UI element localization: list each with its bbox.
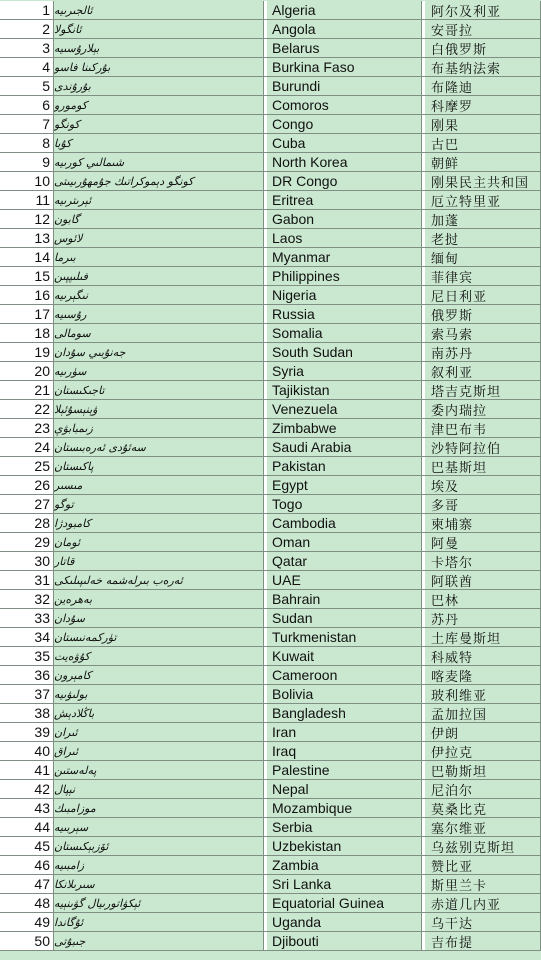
chinese-name-cell[interactable]: 俄罗斯 [425, 305, 541, 324]
english-name-cell[interactable]: Serbia [267, 818, 422, 837]
english-name-cell[interactable]: Equatorial Guinea [267, 894, 422, 913]
row-number-cell[interactable]: 40 [0, 742, 54, 761]
row-number-cell[interactable]: 1 [0, 1, 54, 20]
uyghur-name-cell[interactable]: توگو [54, 495, 264, 514]
chinese-name-cell[interactable]: 布基纳法索 [425, 58, 541, 77]
row-number-cell[interactable]: 27 [0, 495, 54, 514]
table-row [0, 913, 541, 932]
row-number-cell[interactable]: 24 [0, 438, 54, 457]
chinese-name-cell[interactable]: 安哥拉 [425, 20, 541, 39]
row-number-cell[interactable]: 14 [0, 248, 54, 267]
chinese-name-cell[interactable]: 委内瑞拉 [425, 400, 541, 419]
chinese-name-cell[interactable]: 乌兹别克斯坦 [425, 837, 541, 856]
table-row [0, 476, 541, 495]
row-number-cell[interactable]: 37 [0, 685, 54, 704]
english-name-cell[interactable]: Tajikistan [267, 381, 422, 400]
row-number-cell[interactable]: 30 [0, 552, 54, 571]
table-row [0, 609, 541, 628]
english-name-cell[interactable]: Russia [267, 305, 422, 324]
uyghur-name-cell[interactable]: قاتار [54, 552, 264, 571]
row-number-cell[interactable]: 46 [0, 856, 54, 875]
english-name-cell[interactable]: Nepal [267, 780, 422, 799]
row-number-cell[interactable]: 32 [0, 590, 54, 609]
row-number-cell[interactable]: 48 [0, 894, 54, 913]
table-row [0, 723, 541, 742]
chinese-name-cell[interactable]: 厄立特里亚 [425, 191, 541, 210]
uyghur-name-cell[interactable]: سومالى [54, 324, 264, 343]
chinese-name-cell[interactable]: 尼日利亚 [425, 286, 541, 305]
english-name-cell[interactable]: Syria [267, 362, 422, 381]
uyghur-name-cell[interactable]: تاجىكىستان [54, 381, 264, 400]
row-number-cell[interactable]: 25 [0, 457, 54, 476]
table-row [0, 1, 541, 20]
chinese-name-cell[interactable]: 乌干达 [425, 913, 541, 932]
english-name-cell[interactable]: Somalia [267, 324, 422, 343]
row-number-cell[interactable]: 2 [0, 20, 54, 39]
row-number-cell[interactable]: 33 [0, 609, 54, 628]
table-row [0, 932, 541, 951]
chinese-name-cell[interactable]: 苏丹 [425, 609, 541, 628]
row-number-cell[interactable]: 29 [0, 533, 54, 552]
uyghur-name-cell[interactable]: ئومان [54, 533, 264, 552]
english-name-cell[interactable]: Cameroon [267, 666, 422, 685]
english-name-cell[interactable]: North Korea [267, 153, 422, 172]
row-number-cell[interactable]: 16 [0, 286, 54, 305]
chinese-name-cell[interactable]: 叙利亚 [425, 362, 541, 381]
row-number-cell[interactable]: 31 [0, 571, 54, 590]
chinese-name-cell[interactable]: 刚果 [425, 115, 541, 134]
row-number-cell[interactable]: 21 [0, 381, 54, 400]
table-row [0, 818, 541, 837]
uyghur-name-cell[interactable]: پاكىستان [54, 457, 264, 476]
table-row [0, 324, 541, 343]
english-name-cell[interactable]: Bolivia [267, 685, 422, 704]
uyghur-name-cell[interactable]: سۇدان [54, 609, 264, 628]
english-name-cell[interactable]: Philippines [267, 267, 422, 286]
english-name-cell[interactable]: DR Congo [267, 172, 422, 191]
chinese-name-cell[interactable]: 巴基斯坦 [425, 457, 541, 476]
chinese-name-cell[interactable]: 伊朗 [425, 723, 541, 742]
english-name-cell[interactable]: Pakistan [267, 457, 422, 476]
english-name-cell[interactable]: Bangladesh [267, 704, 422, 723]
uyghur-name-cell[interactable]: بەھرەين [54, 590, 264, 609]
table-row [0, 552, 541, 571]
chinese-name-cell[interactable]: 喀麦隆 [425, 666, 541, 685]
uyghur-name-cell[interactable]: زامبىيە [54, 856, 264, 875]
table-row [0, 799, 541, 818]
table-row [0, 362, 541, 381]
table-row [0, 495, 541, 514]
table-row [0, 856, 541, 875]
english-name-cell[interactable]: Comoros [267, 96, 422, 115]
table-row [0, 438, 541, 457]
row-number-cell[interactable]: 19 [0, 343, 54, 362]
table-row [0, 248, 541, 267]
table-row [0, 305, 541, 324]
table-row [0, 894, 541, 913]
table-row [0, 39, 541, 58]
table-row [0, 191, 541, 210]
table-row [0, 172, 541, 191]
english-name-cell[interactable]: Cuba [267, 134, 422, 153]
chinese-name-cell[interactable]: 布隆迪 [425, 77, 541, 96]
english-name-cell[interactable]: Egypt [267, 476, 422, 495]
row-number-cell[interactable]: 18 [0, 324, 54, 343]
uyghur-name-cell[interactable]: ئۆزبېكىستان [54, 837, 264, 856]
table-row [0, 685, 541, 704]
table-row [0, 77, 541, 96]
row-number-cell[interactable]: 22 [0, 400, 54, 419]
uyghur-name-cell[interactable]: سىرىلانكا [54, 875, 264, 894]
english-name-cell[interactable]: Kuwait [267, 647, 422, 666]
table-row [0, 153, 541, 172]
row-number-cell[interactable]: 39 [0, 723, 54, 742]
uyghur-name-cell[interactable]: بېلارۇسىيە [54, 39, 264, 58]
chinese-name-cell[interactable]: 土库曼斯坦 [425, 628, 541, 647]
chinese-name-cell[interactable]: 菲律宾 [425, 267, 541, 286]
english-name-cell[interactable]: Burundi [267, 77, 422, 96]
chinese-name-cell[interactable]: 柬埔寨 [425, 514, 541, 533]
row-number-cell[interactable]: 10 [0, 172, 54, 191]
uyghur-name-cell[interactable]: بۇركىنا فاسو [54, 58, 264, 77]
table-row [0, 210, 541, 229]
row-number-cell[interactable]: 36 [0, 666, 54, 685]
uyghur-name-cell[interactable]: گابون [54, 210, 264, 229]
english-name-cell[interactable]: UAE [267, 571, 422, 590]
chinese-name-cell[interactable]: 朝鲜 [425, 153, 541, 172]
uyghur-name-cell[interactable]: باڭلادېش [54, 704, 264, 723]
table-row [0, 704, 541, 723]
uyghur-name-cell[interactable]: كۇۋەيت [54, 647, 264, 666]
row-number-cell[interactable]: 17 [0, 305, 54, 324]
chinese-name-cell[interactable]: 莫桑比克 [425, 799, 541, 818]
uyghur-name-cell[interactable]: شىمالىي كورىيە [54, 153, 264, 172]
english-name-cell[interactable]: Eritrea [267, 191, 422, 210]
chinese-name-cell[interactable]: 南苏丹 [425, 343, 541, 362]
uyghur-name-cell[interactable]: لائوس [54, 229, 264, 248]
chinese-name-cell[interactable]: 埃及 [425, 476, 541, 495]
english-name-cell[interactable]: Uzbekistan [267, 837, 422, 856]
uyghur-name-cell[interactable]: زىمبابۋې [54, 419, 264, 438]
row-number-cell[interactable]: 13 [0, 229, 54, 248]
uyghur-name-cell[interactable]: پەلەستىن [54, 761, 264, 780]
row-number-cell[interactable]: 4 [0, 58, 54, 77]
uyghur-name-cell[interactable]: كونگو دېموكراتىك جۇمھۇرىيىتى [54, 172, 264, 191]
english-name-cell[interactable]: Myanmar [267, 248, 422, 267]
english-name-cell[interactable]: Nigeria [267, 286, 422, 305]
row-number-cell[interactable]: 44 [0, 818, 54, 837]
uyghur-name-cell[interactable]: بۇرۇندى [54, 77, 264, 96]
chinese-name-cell[interactable]: 卡塔尔 [425, 552, 541, 571]
chinese-name-cell[interactable]: 科摩罗 [425, 96, 541, 115]
row-number-cell[interactable]: 15 [0, 267, 54, 286]
chinese-name-cell[interactable]: 白俄罗斯 [425, 39, 541, 58]
uyghur-name-cell[interactable]: ئۇگاندا [54, 913, 264, 932]
chinese-name-cell[interactable]: 古巴 [425, 134, 541, 153]
chinese-name-cell[interactable]: 巴勒斯坦 [425, 761, 541, 780]
english-name-cell[interactable]: Congo [267, 115, 422, 134]
english-name-cell[interactable]: Zambia [267, 856, 422, 875]
uyghur-name-cell[interactable]: تۈركمەنىستان [54, 628, 264, 647]
english-name-cell[interactable]: Algeria [267, 1, 422, 20]
uyghur-name-cell[interactable]: مىسىر [54, 476, 264, 495]
table-row [0, 666, 541, 685]
chinese-name-cell[interactable]: 孟加拉国 [425, 704, 541, 723]
row-number-cell[interactable]: 41 [0, 761, 54, 780]
row-number-cell[interactable]: 23 [0, 419, 54, 438]
uyghur-name-cell[interactable]: ئېرىترىيە [54, 191, 264, 210]
chinese-name-cell[interactable]: 刚果民主共和国 [425, 172, 541, 191]
uyghur-name-cell[interactable]: ۋېنېسۇئېلا [54, 400, 264, 419]
uyghur-name-cell[interactable]: ئىراق [54, 742, 264, 761]
uyghur-name-cell[interactable]: بىرما [54, 248, 264, 267]
chinese-name-cell[interactable]: 巴林 [425, 590, 541, 609]
table-row [0, 761, 541, 780]
table-row [0, 343, 541, 362]
table-row [0, 381, 541, 400]
table-row [0, 837, 541, 856]
table-row [0, 533, 541, 552]
chinese-name-cell[interactable]: 斯里兰卡 [425, 875, 541, 894]
english-name-cell[interactable]: Sri Lanka [267, 875, 422, 894]
table-row [0, 58, 541, 77]
english-name-cell[interactable]: Zimbabwe [267, 419, 422, 438]
english-name-cell[interactable]: Bahrain [267, 590, 422, 609]
table-row [0, 286, 541, 305]
table-row [0, 20, 541, 39]
row-number-cell[interactable]: 28 [0, 514, 54, 533]
row-number-cell[interactable]: 42 [0, 780, 54, 799]
uyghur-name-cell[interactable]: كامبودژا [54, 514, 264, 533]
english-name-cell[interactable]: Mozambique [267, 799, 422, 818]
english-name-cell[interactable]: Laos [267, 229, 422, 248]
row-number-cell[interactable]: 12 [0, 210, 54, 229]
uyghur-name-cell[interactable]: رۇسىيە [54, 305, 264, 324]
chinese-name-cell[interactable]: 赤道几内亚 [425, 894, 541, 913]
chinese-name-cell[interactable]: 科威特 [425, 647, 541, 666]
english-name-cell[interactable]: Burkina Faso [267, 58, 422, 77]
english-name-cell[interactable]: Palestine [267, 761, 422, 780]
uyghur-name-cell[interactable]: كۇبا [54, 134, 264, 153]
english-name-cell[interactable]: Saudi Arabia [267, 438, 422, 457]
row-number-cell[interactable]: 8 [0, 134, 54, 153]
table-row [0, 267, 541, 286]
chinese-name-cell[interactable]: 阿联酋 [425, 571, 541, 590]
row-number-cell[interactable]: 9 [0, 153, 54, 172]
uyghur-name-cell[interactable]: بولىۋىيە [54, 685, 264, 704]
english-name-cell[interactable]: Iran [267, 723, 422, 742]
chinese-name-cell[interactable]: 老挝 [425, 229, 541, 248]
row-number-cell[interactable]: 11 [0, 191, 54, 210]
table-row [0, 742, 541, 761]
chinese-name-cell[interactable]: 阿尔及利亚 [425, 1, 541, 20]
chinese-name-cell[interactable]: 玻利维亚 [425, 685, 541, 704]
table-row [0, 229, 541, 248]
chinese-name-cell[interactable]: 加蓬 [425, 210, 541, 229]
row-number-cell[interactable]: 6 [0, 96, 54, 115]
uyghur-name-cell[interactable]: كومورو [54, 96, 264, 115]
table-row [0, 780, 541, 799]
uyghur-name-cell[interactable]: ئانگولا [54, 20, 264, 39]
english-name-cell[interactable]: Belarus [267, 39, 422, 58]
english-name-cell[interactable]: Venezuela [267, 400, 422, 419]
row-number-cell[interactable]: 34 [0, 628, 54, 647]
english-name-cell[interactable]: Sudan [267, 609, 422, 628]
row-number-cell[interactable]: 38 [0, 704, 54, 723]
table-row [0, 590, 541, 609]
row-number-cell[interactable]: 5 [0, 77, 54, 96]
table-row [0, 419, 541, 438]
english-name-cell[interactable]: Togo [267, 495, 422, 514]
chinese-name-cell[interactable]: 索马索 [425, 324, 541, 343]
chinese-name-cell[interactable]: 多哥 [425, 495, 541, 514]
row-number-cell[interactable]: 50 [0, 932, 54, 951]
table-row [0, 875, 541, 894]
uyghur-name-cell[interactable]: ئىران [54, 723, 264, 742]
chinese-name-cell[interactable]: 赞比亚 [425, 856, 541, 875]
uyghur-name-cell[interactable]: جەنۇبىي سۇدان [54, 343, 264, 362]
uyghur-name-cell[interactable]: سەئۇدى ئەرەبىستان [54, 438, 264, 457]
chinese-name-cell[interactable]: 尼泊尔 [425, 780, 541, 799]
uyghur-name-cell[interactable]: نېپال [54, 780, 264, 799]
uyghur-name-cell[interactable]: موزامبىك [54, 799, 264, 818]
row-number-cell[interactable]: 35 [0, 647, 54, 666]
uyghur-name-cell[interactable]: ئېكۋاتورىيال گۋىنېيە [54, 894, 264, 913]
row-number-cell[interactable]: 7 [0, 115, 54, 134]
uyghur-name-cell[interactable]: نىگېرىيە [54, 286, 264, 305]
uyghur-name-cell[interactable]: فىلىپپىن [54, 267, 264, 286]
table-row [0, 571, 541, 590]
table-row [0, 115, 541, 134]
uyghur-name-cell[interactable]: سۈرىيە [54, 362, 264, 381]
table-row [0, 134, 541, 153]
row-number-cell[interactable]: 20 [0, 362, 54, 381]
uyghur-name-cell[interactable]: ئەرەب بىرلەشمە خەلىپىلىكى [54, 571, 264, 590]
row-number-cell[interactable]: 49 [0, 913, 54, 932]
english-name-cell[interactable]: Djibouti [267, 932, 422, 951]
uyghur-name-cell[interactable]: ئالجىرىيە [54, 1, 264, 20]
english-name-cell[interactable]: South Sudan [267, 343, 422, 362]
table-row [0, 647, 541, 666]
table-row [0, 96, 541, 115]
english-name-cell[interactable]: Oman [267, 533, 422, 552]
uyghur-name-cell[interactable]: جىبۇتى [54, 932, 264, 951]
table-row [0, 400, 541, 419]
table-row [0, 514, 541, 533]
table-row [0, 457, 541, 476]
row-number-cell[interactable]: 3 [0, 39, 54, 58]
english-name-cell[interactable]: Gabon [267, 210, 422, 229]
english-name-cell[interactable]: Angola [267, 20, 422, 39]
uyghur-name-cell[interactable]: كامېرون [54, 666, 264, 685]
chinese-name-cell[interactable]: 伊拉克 [425, 742, 541, 761]
uyghur-name-cell[interactable]: سېربىيە [54, 818, 264, 837]
chinese-name-cell[interactable]: 塔吉克斯坦 [425, 381, 541, 400]
row-number-cell[interactable]: 45 [0, 837, 54, 856]
english-name-cell[interactable]: Uganda [267, 913, 422, 932]
chinese-name-cell[interactable]: 阿曼 [425, 533, 541, 552]
chinese-name-cell[interactable]: 沙特阿拉伯 [425, 438, 541, 457]
chinese-name-cell[interactable]: 缅甸 [425, 248, 541, 267]
row-number-cell[interactable]: 26 [0, 476, 54, 495]
english-name-cell[interactable]: Qatar [267, 552, 422, 571]
chinese-name-cell[interactable]: 津巴布韦 [425, 419, 541, 438]
chinese-name-cell[interactable]: 塞尔维亚 [425, 818, 541, 837]
chinese-name-cell[interactable]: 吉布提 [425, 932, 541, 951]
english-name-cell[interactable]: Iraq [267, 742, 422, 761]
row-number-cell[interactable]: 47 [0, 875, 54, 894]
english-name-cell[interactable]: Cambodia [267, 514, 422, 533]
row-number-cell[interactable]: 43 [0, 799, 54, 818]
english-name-cell[interactable]: Turkmenistan [267, 628, 422, 647]
uyghur-name-cell[interactable]: كونگو [54, 115, 264, 134]
table-row [0, 628, 541, 647]
